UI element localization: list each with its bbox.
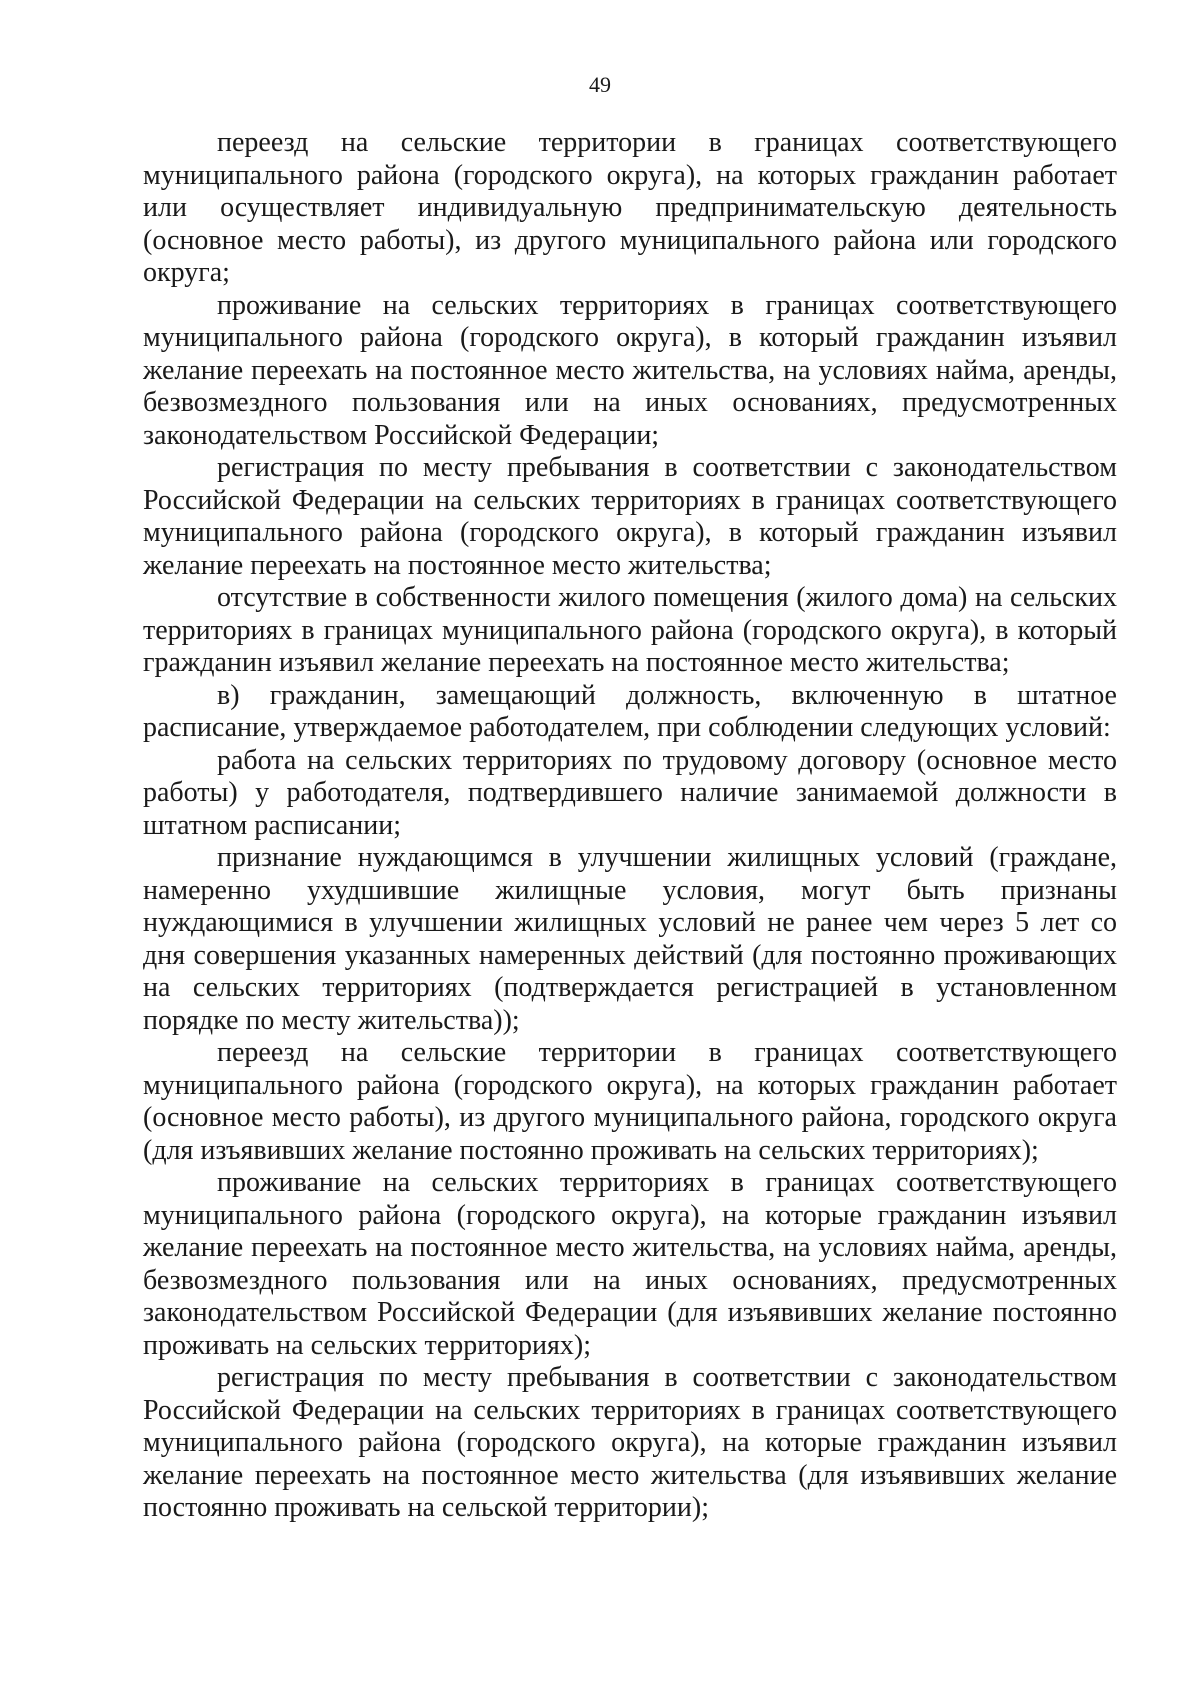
paragraph: регистрация по месту пребывания в соответствии с законодательством Российской Федерации на сельских территориях в границах соответствующего муниципального района (городского округа), на которые гражданин изъявил желание переехать на постоянное место жительства (для изъявивших желание постоянно проживать на сельской территории); (143, 1362, 1117, 1523)
paragraph: отсутствие в собственности жилого помещения (жилого дома) на сельских территориях в границах муниципального района (городского округа), в который гражданин изъявил желание переехать на постоянное место жительства; (143, 582, 1117, 678)
page-number: 49 (589, 72, 611, 97)
paragraph: в) гражданин, замещающий должность, включенную в штатное расписание, утверждаемое работодателем, при соблюдении следующих условий: (143, 679, 1117, 743)
paragraph: регистрация по месту пребывания в соответствии с законодательством Российской Федерации на сельских территориях в границах соответствующего муниципального района (городского округа), в который гражданин изъявил желание переехать на постоянное место жительства; (143, 452, 1117, 581)
paragraph: проживание на сельских территориях в границах соответствующего муниципального района (городского округа), в который гражданин изъявил желание переехать на постоянное место жительства, на условиях найма, аренды, безвозмездного пользования или на иных основаниях, предусмотренных законодательством Российской Федерации; (143, 289, 1117, 451)
paragraph: проживание на сельских территориях в границах соответствующего муниципального района (городского округа), на которые гражданин изъявил желание переехать на постоянное место жительства, на условиях найма, аренды, безвозмездного пользования или на иных основаниях, предусмотренных законодательством Российской Федерации (для изъявивших желание постоянно проживать на сельских территориях); (143, 1167, 1117, 1361)
document-body (143, 127, 1117, 1525)
paragraph: переезд на сельские территории в границах соответствующего муниципального района (городского округа), на которых гражданин работает или осуществляет индивидуальную предпринимательскую деятельность (основное место работы), из другого муниципального района или городского округа; (143, 127, 1117, 288)
paragraph: признание нуждающимся в улучшении жилищных условий (граждане, намеренно ухудшившие жилищные условия, могут быть признаны нуждающимися в улучшении жилищных условий не ранее чем через 5 лет со дня совершения указанных намеренных действий (для постоянно проживающих на сельских территориях (подтверждается регистрацией в установленном порядке по месту жительства)); (143, 842, 1117, 1036)
paragraph: работа на сельских территориях по трудовому договору (основное место работы) у работодателя, подтвердившего наличие занимаемой должности в штатном расписании; (143, 744, 1117, 841)
paragraph: переезд на сельские территории в границах соответствующего муниципального района (городского округа), на которых гражданин работает (основное место работы), из другого муниципального района, городского округа (для изъявивших желание постоянно проживать на сельских территориях); (143, 1037, 1117, 1166)
